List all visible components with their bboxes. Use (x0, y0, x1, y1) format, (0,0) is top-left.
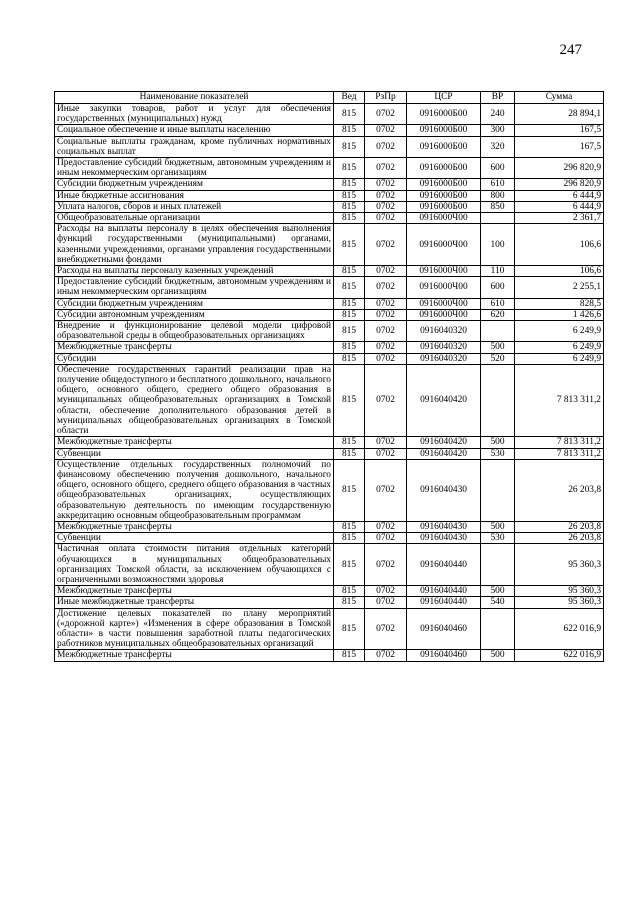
cell-sum: 6 444,9 (515, 201, 604, 212)
cell-sum: 7 813 311,2 (515, 364, 604, 436)
header-name: Наименование показателей (55, 92, 334, 104)
cell-sum: 622 016,9 (515, 650, 604, 661)
cell-csr: 0916040430 (407, 521, 481, 532)
table-header-row (55, 92, 604, 104)
cell-vr: 800 (481, 190, 515, 201)
cell-rzpr: 0702 (365, 104, 407, 125)
cell-name: Субсидии бюджетным учреждениям (55, 298, 334, 309)
cell-name: Субвенции (55, 448, 334, 459)
cell-name: Субсидии автономным учреждениям (55, 309, 334, 320)
table-row (55, 544, 604, 586)
cell-name: Уплата налогов, сборов и иных платежей (55, 201, 334, 212)
table-row (55, 201, 604, 212)
cell-csr: 0916000Б00 (407, 201, 481, 212)
cell-rzpr: 0702 (365, 309, 407, 320)
cell-ved: 815 (334, 650, 365, 661)
cell-ved: 815 (334, 597, 365, 608)
cell-sum: 622 016,9 (515, 608, 604, 650)
cell-rzpr: 0702 (365, 224, 407, 266)
cell-vr: 500 (481, 586, 515, 597)
cell-vr: 850 (481, 201, 515, 212)
header-vr: ВР (481, 92, 515, 104)
cell-sum: 6 249,9 (515, 342, 604, 353)
table-row (55, 342, 604, 353)
cell-name: Осуществление отдельных государственных полномочий по финансовому обеспечению получения дошкольного, начального общего, основного общего, среднего общего образования в частных общеобразовательных организациях, осуществляющих образовательную деятельность по имеющим государственную аккредитацию основным общеобразовательным программам (55, 459, 334, 521)
cell-ved: 815 (334, 158, 365, 179)
table-row (55, 586, 604, 597)
cell-rzpr: 0702 (365, 533, 407, 544)
cell-csr: 0916000Б00 (407, 179, 481, 190)
cell-ved: 815 (334, 224, 365, 266)
cell-vr: 100 (481, 224, 515, 266)
cell-rzpr: 0702 (365, 586, 407, 597)
cell-name: Достижение целевых показателей по плану мероприятий («дорожной карте») «Изменения в сфере образования в Томской области» в части повышения заработной платы педагогических работников муниципальных общеобразовательных организаций (55, 608, 334, 650)
cell-rzpr: 0702 (365, 201, 407, 212)
cell-rzpr: 0702 (365, 437, 407, 448)
cell-rzpr: 0702 (365, 298, 407, 309)
cell-csr: 0916000Б00 (407, 136, 481, 157)
cell-name: Социальные выплаты гражданам, кроме публичных нормативных социальных выплат (55, 136, 334, 157)
cell-vr: 320 (481, 136, 515, 157)
cell-sum: 6 444,9 (515, 190, 604, 201)
cell-vr (481, 459, 515, 521)
cell-vr: 520 (481, 353, 515, 364)
cell-name: Межбюджетные трансферты (55, 437, 334, 448)
cell-csr: 0916040320 (407, 342, 481, 353)
cell-ved: 815 (334, 353, 365, 364)
cell-sum: 95 360,3 (515, 586, 604, 597)
cell-ved: 815 (334, 309, 365, 320)
table-row (55, 104, 604, 125)
table-row (55, 224, 604, 266)
table-row (55, 521, 604, 532)
cell-vr: 530 (481, 533, 515, 544)
cell-sum: 167,5 (515, 125, 604, 136)
cell-csr: 0916040430 (407, 533, 481, 544)
cell-name: Межбюджетные трансферты (55, 650, 334, 661)
cell-sum: 6 249,9 (515, 321, 604, 342)
cell-rzpr: 0702 (365, 521, 407, 532)
cell-vr: 600 (481, 158, 515, 179)
cell-ved: 815 (334, 213, 365, 224)
cell-ved: 815 (334, 298, 365, 309)
cell-ved: 815 (334, 586, 365, 597)
cell-sum: 296 820,9 (515, 179, 604, 190)
cell-name: Внедрение и функционирование целевой модели цифровой образовательной среды в общеобразовательных организациях (55, 321, 334, 342)
cell-name: Межбюджетные трансферты (55, 586, 334, 597)
cell-name: Субсидии (55, 353, 334, 364)
cell-ved: 815 (334, 459, 365, 521)
cell-rzpr: 0702 (365, 158, 407, 179)
cell-vr (481, 213, 515, 224)
cell-ved: 815 (334, 277, 365, 298)
cell-name: Предоставление субсидий бюджетным, автономным учреждениям и иным некоммерческим организациям (55, 158, 334, 179)
cell-vr: 540 (481, 597, 515, 608)
cell-ved: 815 (334, 521, 365, 532)
cell-vr: 500 (481, 437, 515, 448)
table-row (55, 608, 604, 650)
cell-csr: 0916000Б00 (407, 125, 481, 136)
cell-rzpr: 0702 (365, 213, 407, 224)
cell-vr: 600 (481, 277, 515, 298)
header-ved: Вед (334, 92, 365, 104)
cell-name: Иные межбюджетные трансферты (55, 597, 334, 608)
cell-ved: 815 (334, 364, 365, 436)
cell-name: Расходы на выплаты персоналу казенных учреждений (55, 266, 334, 277)
cell-vr: 500 (481, 521, 515, 532)
cell-name: Межбюджетные трансферты (55, 342, 334, 353)
cell-name: Расходы на выплаты персоналу в целях обеспечения выполнения функций государственными (муниципальными) органами, казенными учреждениями, органами управления государственными внебюджетными фондами (55, 224, 334, 266)
table-row (55, 179, 604, 190)
cell-name: Иные закупки товаров, работ и услуг для обеспечения государственных (муниципальных) нужд (55, 104, 334, 125)
cell-sum: 828,5 (515, 298, 604, 309)
table-row (55, 448, 604, 459)
cell-csr: 0916000Ч00 (407, 224, 481, 266)
cell-name: Предоставление субсидий бюджетным, автономным учреждениям и иным некоммерческим организациям (55, 277, 334, 298)
cell-csr: 0916000Ч00 (407, 213, 481, 224)
cell-rzpr: 0702 (365, 608, 407, 650)
cell-sum: 2 255,1 (515, 277, 604, 298)
cell-rzpr: 0702 (365, 136, 407, 157)
cell-csr: 0916000Б00 (407, 104, 481, 125)
cell-sum: 26 203,8 (515, 521, 604, 532)
cell-rzpr: 0702 (365, 125, 407, 136)
cell-csr: 0916040460 (407, 650, 481, 661)
cell-ved: 815 (334, 266, 365, 277)
cell-vr: 500 (481, 342, 515, 353)
cell-csr: 0916040440 (407, 586, 481, 597)
cell-ved: 815 (334, 437, 365, 448)
cell-name: Субвенции (55, 533, 334, 544)
cell-ved: 815 (334, 321, 365, 342)
cell-vr: 500 (481, 650, 515, 661)
cell-ved: 815 (334, 179, 365, 190)
cell-vr (481, 364, 515, 436)
table-row (55, 321, 604, 342)
cell-name: Субсидии бюджетным учреждениям (55, 179, 334, 190)
cell-vr (481, 608, 515, 650)
table-row (55, 213, 604, 224)
table-row (55, 190, 604, 201)
cell-ved: 815 (334, 608, 365, 650)
cell-sum: 7 813 311,2 (515, 437, 604, 448)
cell-sum: 106,6 (515, 266, 604, 277)
cell-ved: 815 (334, 190, 365, 201)
cell-csr: 0916000Б00 (407, 190, 481, 201)
table-body (55, 104, 604, 662)
cell-rzpr: 0702 (365, 459, 407, 521)
table-row (55, 136, 604, 157)
table-row (55, 597, 604, 608)
cell-rzpr: 0702 (365, 353, 407, 364)
cell-sum: 28 894,1 (515, 104, 604, 125)
table-row (55, 533, 604, 544)
cell-vr: 620 (481, 309, 515, 320)
cell-csr: 0916000Б00 (407, 158, 481, 179)
cell-sum: 26 203,8 (515, 533, 604, 544)
cell-sum: 296 820,9 (515, 158, 604, 179)
cell-vr: 530 (481, 448, 515, 459)
cell-vr: 240 (481, 104, 515, 125)
cell-ved: 815 (334, 544, 365, 586)
cell-sum: 167,5 (515, 136, 604, 157)
page-number: 247 (559, 42, 582, 58)
cell-csr: 0916040420 (407, 364, 481, 436)
cell-rzpr: 0702 (365, 179, 407, 190)
cell-sum: 6 249,9 (515, 353, 604, 364)
cell-name: Общеобразовательные организации (55, 213, 334, 224)
cell-vr: 610 (481, 179, 515, 190)
cell-ved: 815 (334, 342, 365, 353)
cell-sum: 106,6 (515, 224, 604, 266)
table-row (55, 277, 604, 298)
header-rzpr: РзПр (365, 92, 407, 104)
table-row (55, 364, 604, 436)
cell-name: Иные бюджетные ассигнования (55, 190, 334, 201)
cell-csr: 0916040440 (407, 597, 481, 608)
header-sum: Сумма (515, 92, 604, 104)
cell-name: Частичная оплата стоимости питания отдельных категорий обучающихся в муниципальных общеобразовательных организациях Томской области, за исключением обучающихся с ограниченными возможностями здоровья (55, 544, 334, 586)
cell-vr (481, 321, 515, 342)
table-row (55, 459, 604, 521)
cell-sum: 7 813 311,2 (515, 448, 604, 459)
cell-csr: 0916040320 (407, 353, 481, 364)
cell-rzpr: 0702 (365, 544, 407, 586)
table-row (55, 298, 604, 309)
cell-csr: 0916000Ч00 (407, 277, 481, 298)
cell-rzpr: 0702 (365, 277, 407, 298)
cell-vr: 110 (481, 266, 515, 277)
cell-csr: 0916040440 (407, 544, 481, 586)
cell-vr: 610 (481, 298, 515, 309)
cell-name: Обеспечение государственных гарантий реализации прав на получение общедоступного и бесплатного дошкольного, начального общего, основного общего, среднего общего образования в муниципальных общеобразовательных организациях в Томской области, обеспечение дополнительного образования детей в муниципальных общеобразовательных организациях в Томской области (55, 364, 334, 436)
cell-rzpr: 0702 (365, 448, 407, 459)
cell-sum: 26 203,8 (515, 459, 604, 521)
cell-vr (481, 544, 515, 586)
table-row (55, 353, 604, 364)
cell-sum: 2 361,7 (515, 213, 604, 224)
cell-rzpr: 0702 (365, 342, 407, 353)
cell-sum: 1 426,6 (515, 309, 604, 320)
cell-csr: 0916000Ч00 (407, 266, 481, 277)
table-row (55, 158, 604, 179)
table-row (55, 650, 604, 661)
table-row (55, 266, 604, 277)
cell-ved: 815 (334, 533, 365, 544)
cell-rzpr: 0702 (365, 650, 407, 661)
cell-name: Социальное обеспечение и иные выплаты населению (55, 125, 334, 136)
cell-csr: 0916000Ч00 (407, 309, 481, 320)
cell-csr: 0916040420 (407, 437, 481, 448)
cell-rzpr: 0702 (365, 597, 407, 608)
cell-ved: 815 (334, 201, 365, 212)
cell-csr: 0916000Ч00 (407, 298, 481, 309)
table-row (55, 437, 604, 448)
cell-rzpr: 0702 (365, 266, 407, 277)
cell-rzpr: 0702 (365, 321, 407, 342)
cell-ved: 815 (334, 448, 365, 459)
header-csr: ЦСР (407, 92, 481, 104)
cell-csr: 0916040420 (407, 448, 481, 459)
cell-ved: 815 (334, 104, 365, 125)
table-row (55, 309, 604, 320)
cell-vr: 300 (481, 125, 515, 136)
cell-sum: 95 360,3 (515, 544, 604, 586)
cell-rzpr: 0702 (365, 364, 407, 436)
cell-csr: 0916040430 (407, 459, 481, 521)
cell-ved: 815 (334, 125, 365, 136)
budget-table (54, 91, 604, 662)
cell-sum: 95 360,3 (515, 597, 604, 608)
table-row (55, 125, 604, 136)
cell-ved: 815 (334, 136, 365, 157)
cell-csr: 0916040320 (407, 321, 481, 342)
cell-csr: 0916040460 (407, 608, 481, 650)
cell-rzpr: 0702 (365, 190, 407, 201)
cell-name: Межбюджетные трансферты (55, 521, 334, 532)
